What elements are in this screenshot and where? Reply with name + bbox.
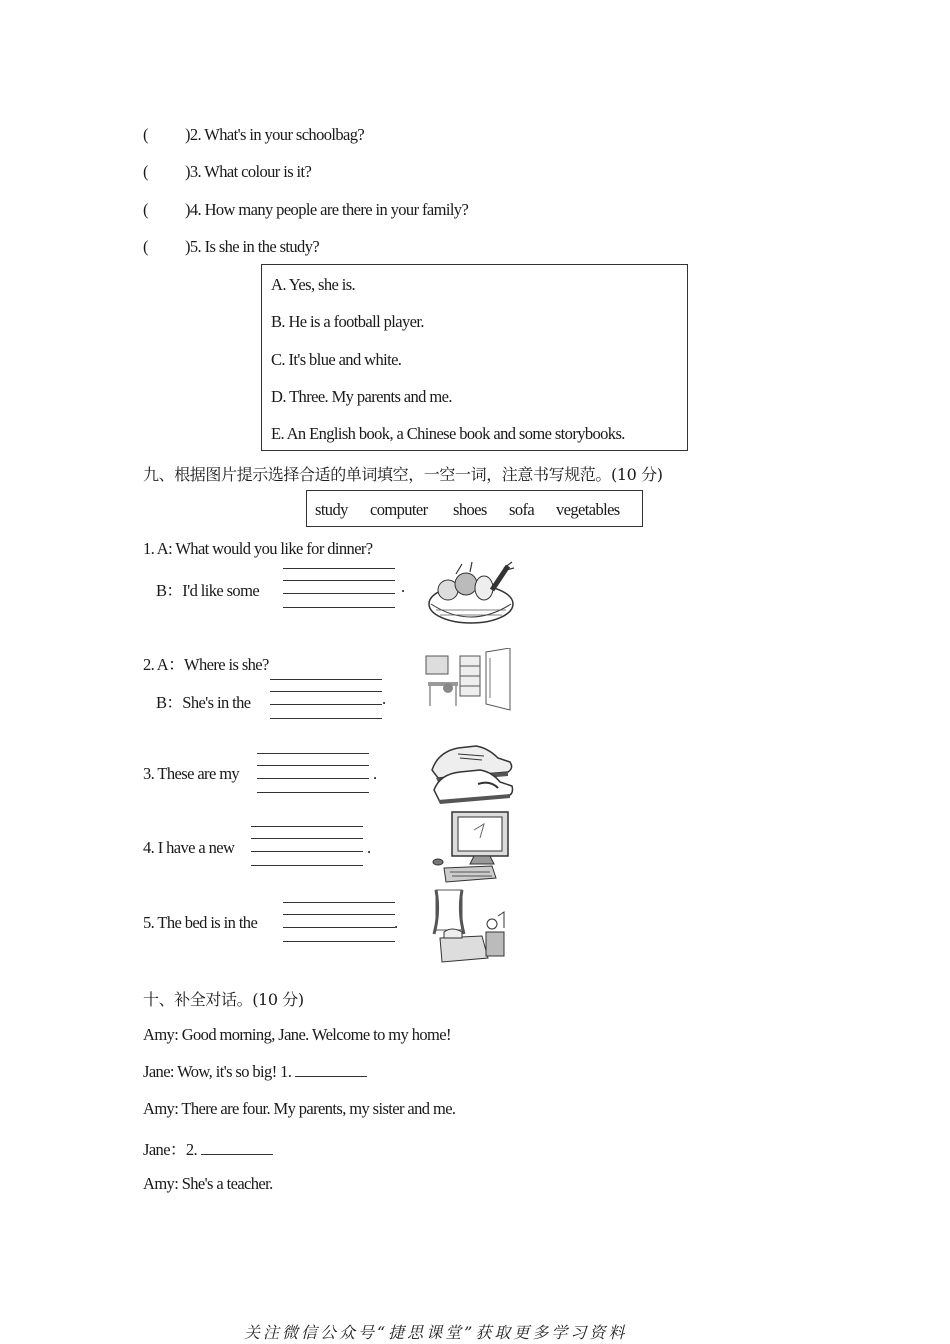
dialogue-line-2 xyxy=(143,1062,367,1082)
four-line-blank-5[interactable] xyxy=(283,902,395,942)
four-line-blank-3[interactable] xyxy=(257,753,369,793)
question-paren: ( xyxy=(143,200,148,219)
computer-icon xyxy=(430,810,514,884)
vegetable-basket-icon xyxy=(426,560,516,626)
answer-options-box xyxy=(261,264,688,451)
dialogue-blank-1[interactable] xyxy=(295,1062,367,1077)
question-4: )4. How many people are there in your family? xyxy=(185,200,469,219)
four-line-blank-2[interactable] xyxy=(270,679,382,719)
sneakers-icon xyxy=(428,740,514,806)
option-c: C. It's blue and white. xyxy=(271,350,402,369)
item-4-period: . xyxy=(367,838,371,857)
question-paren: ( xyxy=(143,162,148,181)
item-1-answer: B：I'd like some xyxy=(156,581,260,600)
dialogue-line-1: Amy: Good morning, Jane. Welcome to my home! xyxy=(143,1025,451,1044)
option-a: A. Yes, she is. xyxy=(271,275,356,294)
item-4-question: 4. I have a new xyxy=(143,838,235,857)
option-b: B. He is a football player. xyxy=(271,312,424,331)
question-paren: ( xyxy=(143,125,148,144)
dialogue-blank-2[interactable] xyxy=(201,1140,273,1155)
item-2-period: . xyxy=(382,689,386,708)
word-shoes: shoes xyxy=(453,500,487,519)
item-3-period: . xyxy=(373,764,377,783)
study-room-icon xyxy=(424,648,514,712)
question-2: )2. What's in your schoolbag? xyxy=(185,125,365,144)
item-5-question: 5. The bed is in the xyxy=(143,913,258,932)
word-computer: computer xyxy=(370,500,428,519)
item-1-period: . xyxy=(401,577,405,596)
dialogue-line-2-text: Jane: Wow, it's so big! 1. xyxy=(143,1062,292,1081)
question-5: )5. Is she in the study? xyxy=(185,237,320,256)
section-9-heading: 九、根据图片提示选择合适的单词填空，一空一词，注意书写规范。(10 分) xyxy=(143,465,663,484)
section-10-heading: 十、补全对话。(10 分) xyxy=(143,990,304,1009)
bedroom-icon xyxy=(432,888,508,968)
item-2-answer: B：She's in the xyxy=(156,693,251,712)
question-3: )3. What colour is it? xyxy=(185,162,312,181)
word-sofa: sofa xyxy=(509,500,535,519)
dialogue-line-4-text: Jane：2. xyxy=(143,1140,197,1159)
item-3-question: 3. These are my xyxy=(143,764,240,783)
dialogue-line-5: Amy: She's a teacher. xyxy=(143,1174,273,1193)
four-line-blank-1[interactable] xyxy=(283,568,395,608)
item-2-question: 2. A：Where is she? xyxy=(143,655,269,674)
four-line-blank-4[interactable] xyxy=(251,826,363,866)
item-5-period: . xyxy=(394,913,398,932)
option-e: E. An English book, a Chinese book and some storybooks. xyxy=(271,424,625,443)
option-d: D. Three. My parents and me. xyxy=(271,387,452,406)
footer-note: 关注微信公众号“捷思课堂”获取更多学习资料 xyxy=(244,1323,628,1342)
dialogue-line-4 xyxy=(143,1136,273,1160)
word-bank xyxy=(306,490,643,527)
word-study: study xyxy=(315,500,348,519)
dialogue-line-3: Amy: There are four. My parents, my sister and me. xyxy=(143,1099,456,1118)
item-1-question: 1. A: What would you like for dinner? xyxy=(143,539,373,558)
question-paren: ( xyxy=(143,237,148,256)
word-vegetables: vegetables xyxy=(556,500,620,519)
